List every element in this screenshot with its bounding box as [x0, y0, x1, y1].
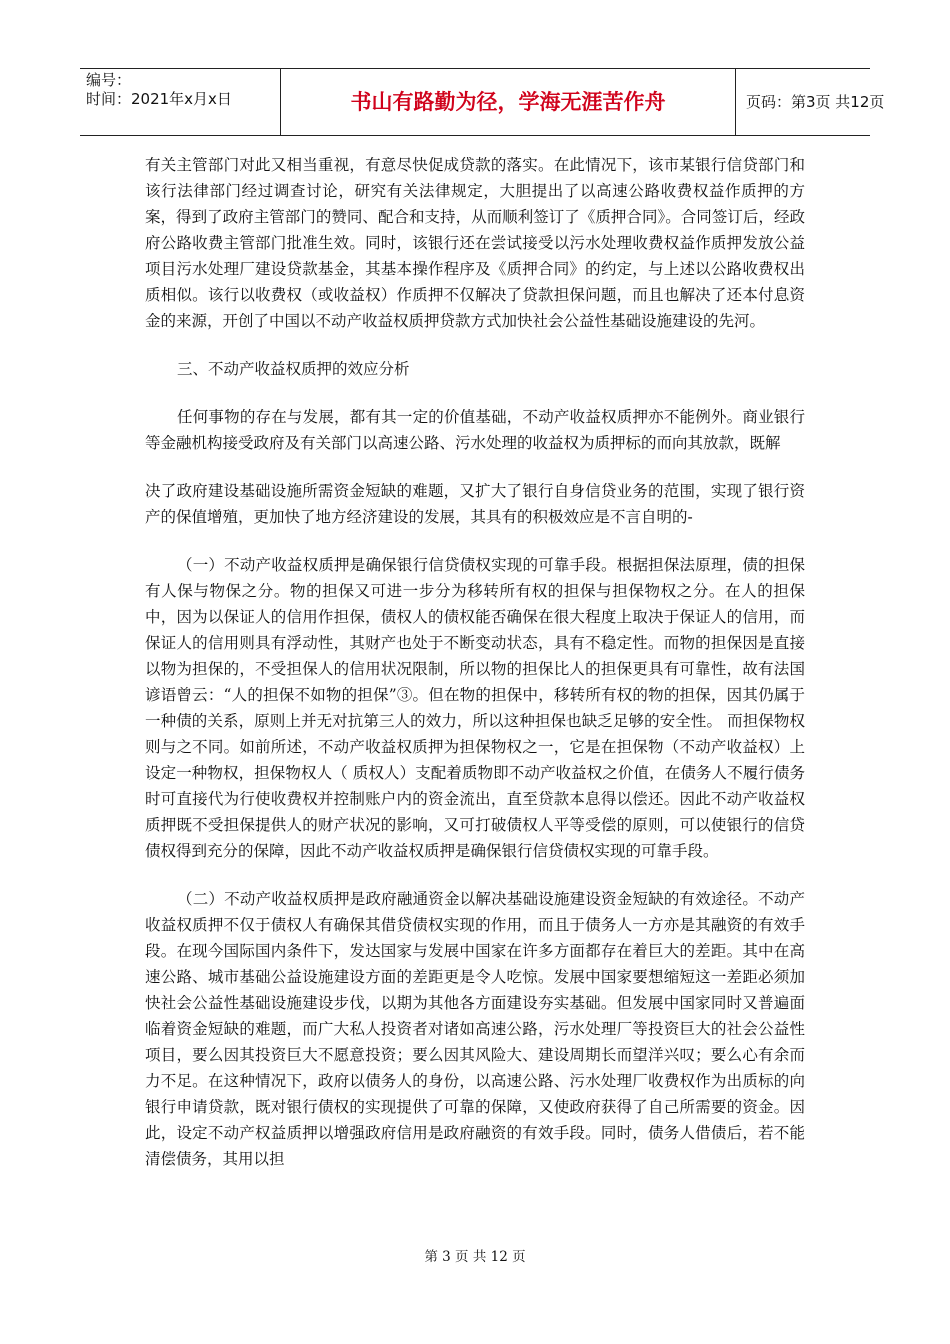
header-page-label: 页码：第3页 共12页: [746, 93, 885, 111]
document-number-label: 编号：: [86, 71, 132, 89]
paragraph-intro: 任何事物的存在与发展，都有其一定的价值基础，不动产收益权质押亦不能例外。商业银行等金融机构接受政府及有关部门以高速公路、污水处理的收益权为质押标的而向其放款，既解: [145, 408, 805, 452]
header-motto: 书山有路勤为径，学海无涯苦作舟: [280, 69, 736, 135]
document-date-label: 时间：2021年x月x日: [86, 90, 232, 108]
paragraph-intro-continued: 决了政府建设基础设施所需资金短缺的难题，又扩大了银行自身信贷业务的范围，实现了银行资产的保值增殖，更加快了地方经济建设的发展，其具有的积极效应是不言自明的-: [145, 482, 805, 526]
paragraph-point-one: （一）不动产收益权质押是确保银行信贷债权实现的可靠手段。根据担保法原理，债的担保有人保与物保之分。物的担保又可进一步分为移转所有权的担保与担保物权之分。在人的担保中，因为以保证人的信用作担保，债权人的债权能否确保在很大程度上取决于保证人的信用，而保证人的信用则具有浮动性，其财产也处于不断变动状态，具有不稳定性。而物的担保因是直接以物为担保的，不受担保人的信用状况限制，所以物的担保比人的担保更具有可靠性，故有法国谚语曾云：“人的担保不如物的担保”③。但在物的担保中，移转所有权的物的担保，因其仍属于一种债的关系，原则上并无对抗第三人的效力，所以这种担保也缺乏足够的安全性。 而担保物权则与之不同。如前所述，不动产收益权质押为担保物权之一，它是在担保物（不动产收益权）上设定一种物权，担保物权人（ 质权人）支配着质物即不动产收益权之价值，在债务人不履行债务时可直接代为行使收费权并控制账户内的资金流出，直至贷款本息得以偿还。因此不动产收益权质押既不受担保提供人的财产状况的影响，又可打破债权人平等受偿的原则，可以使银行的信贷债权得到充分的保障，因此不动产收益权质押是确保银行信贷债权实现的可靠手段。: [145, 556, 805, 860]
document-body: [145, 152, 805, 1172]
paragraph-continuation: 有关主管部门对此又相当重视，有意尽快促成贷款的落实。在此情况下，该市某银行信贷部门和该行法律部门经过调查讨论，研究有关法律规定，大胆提出了以高速公路收费权益作质押的方案，得到了政府主管部门的赞同、配合和支持，从而顺利签订了《质押合同》。合同签订后，经政府公路收费主管部门批准生效。同时，该银行还在尝试接受以污水处理收费权益作质押发放公益项目污水处理厂建设贷款基金，其基本操作程序及《质押合同》的约定，与上述以公路收费权出质相似。该行以收费权（或收益权）作质押不仅解决了贷款担保问题，而且也解决了还本付息资金的来源，开创了中国以不动产收益权质押贷款方式加快社会公益性基础设施建设的先河。: [145, 156, 805, 330]
page-footer: 第 3 页 共 12 页: [424, 1249, 526, 1265]
section-heading: 三、不动产收益权质押的效应分析: [177, 360, 410, 378]
paragraph-point-two: （二）不动产收益权质押是政府融通资金以解决基础设施建设资金短缺的有效途径。不动产收益权质押不仅于债权人有确保其借贷债权实现的作用，而且于债务人一方亦是其融资的有效手段。在现今国际国内条件下，发达国家与发展中国家在许多方面都存在着巨大的差距。其中在高速公路、城市基础公益设施建设方面的差距更是令人吃惊。发展中国家要想缩短这一差距必须加快社会公益性基础设施建设步伐，以期为其他各方面建设夯实基础。但发展中国家同时又普遍面临着资金短缺的难题，而广大私人投资者对诸如高速公路，污水处理厂等投资巨大的社会公益性项目，要么因其投资巨大不愿意投资；要么因其风险大、建设周期长而望洋兴叹；要么心有余而力不足。在这种情况下，政府以债务人的身份，以高速公路、污水处理厂收费权作为出质标的向银行申请贷款，既对银行债权的实现提供了可靠的保障，又使政府获得了自己所需要的资金。因此，设定不动产权益质押以增强政府信用是政府融资的有效手段。同时，债务人借债后，若不能清偿债务，其用以担: [145, 890, 805, 1168]
page-header: [80, 68, 885, 136]
header-meta: [80, 69, 280, 135]
